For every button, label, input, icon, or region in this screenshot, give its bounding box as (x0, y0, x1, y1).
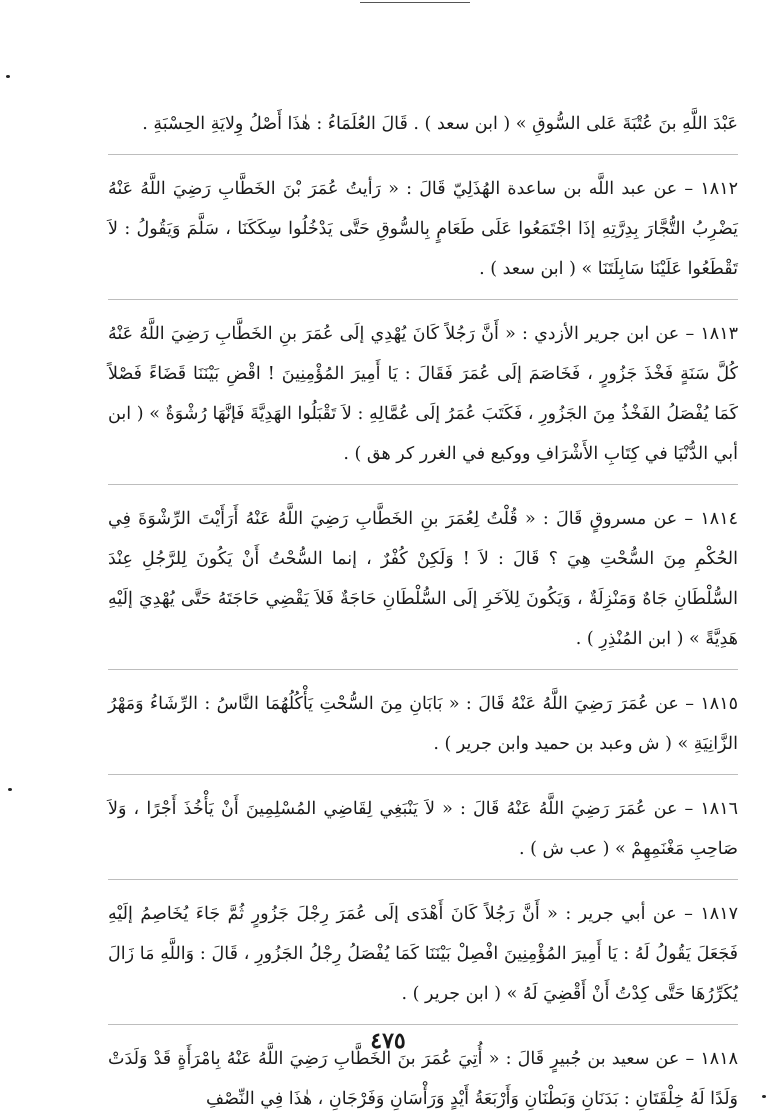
hadith-1814: ١٨١٤ – عن مسروقٍ قَالَ : « قُلْتُ لِعُمَرَ بنِ الخَطَّابِ رَضِيَ اللَّهُ عَنْهُ أَرَأَيْتَ الرِّشْوَةَ فِي الحُكْمِ مِنَ السُّحْتِ هِيَ ؟ قَالَ : لاَ ! وَلَكِنْ كُفْرٌ ، إنما السُّحْتُ أَنْ يَكُونَ لِلرَّجُلِ عِنْدَ السُّلْطَانِ جَاهٌ وَمَنْزِلَةٌ ، وَيَكُونَ لِلآخَرِ إلَى السُّلْطَانِ حَاجَةٌ فَلاَ يَقْضِي حَاجَتَهُ حَتَّى يُهْدِيَ إلَيْهِ هَدِيَّةً » ( ابن المُنْذِرِ ) . (108, 499, 738, 670)
hadith-1817: ١٨١٧ – عن أبي جرير : « أَنَّ رَجُلاً كَانَ أَهْدَى إلَى عُمَرَ رِجْلَ جَزُورٍ ثُمَّ جَاءَ يُخَاصِمُ إلَيْهِ فَجَعَلَ يَقُولُ لَهُ : يَا أَمِيرَ المُؤْمِنِينَ افْصِلْ بَيْنَنَا كَمَا يُفْصَلُ رِجْلُ الجَزُورِ ، قَالَ : وَاللَّهِ مَا زَالَ يُكَرِّرُهَا حَتَّى كِدْتُ أَنْ أَقْضِيَ لَهُ » ( ابن جرير ) . (108, 894, 738, 1025)
hadith-1813: ١٨١٣ – عن ابن جرير الأزدي : « أَنَّ رَجُلاً كَانَ يُهْدِي إلَى عُمَرَ بنِ الخَطَّابِ رَضِيَ اللَّهُ عَنْهُ كُلَّ سَنَةٍ فَخْذَ جَزُورٍ ، فَخَاصَمَ إلَى عُمَرَ فَقَالَ : يَا أَمِيرَ المُؤْمِنِينَ ! اقْضِ بَيْنَنَا قَضَاءً فَصْلاً كَمَا يُفْصَلُ الفَخْذُ مِنَ الجَزُورِ ، فَكَتَبَ عُمَرُ إلَى عُمَّالِهِ : لاَ تَقْبَلُوا الهَدِيَّةَ فَإنَّهَا رُشْوَةٌ » ( ابن أبي الدُّنْيَا في كِتَابِ الأَشْرَافِ ووكيع في الغرر كر هق ) . (108, 314, 738, 485)
scan-speck (8, 788, 12, 791)
scan-speck (6, 75, 10, 78)
paragraph-intro: عَبْدَ اللَّهِ بنَ عُتْبَةَ عَلى السُّوقِ » ( ابن سعد ) . قَالَ العُلَمَاءُ : هٰذَا أَصْلُ وِلايَةِ الحِسْبَةِ . (108, 104, 738, 155)
hadith-1815: ١٨١٥ – عن عُمَرَ رَضِيَ اللَّهُ عَنْهُ قَالَ : « بَابَانِ مِنَ السُّحْتِ يَأْكُلُهُمَا النَّاسُ : الرِّشَاءُ وَمَهْرُ الزَّانِيَةِ » ( ش وعبد بن حميد وابن جرير ) . (108, 684, 738, 775)
hadith-1812: ١٨١٢ – عن عبد اللَّه بن ساعدة الهُذَلِيّ قَالَ : « رَأيتُ عُمَرَ بْنَ الخَطَّابِ رَضِيَ اللَّهُ عَنْهُ يَضْرِبُ التُّجَّارَ بِدِرَّتِهِ إذَا اجْتَمَعُوا عَلَى طَعَامٍ بِالسُّوقِ حَتَّى يَدْخُلُوا سِكَكَنَا ، سَلَّمَ وَيَقُولُ : لاَ تَقْطَعُوا عَلَيْنَا سَابِلَتَنَا » ( ابن سعد ) . (108, 169, 738, 300)
scan-speck (762, 1095, 766, 1098)
top-rule (360, 2, 470, 3)
document-page (108, 104, 738, 1119)
hadith-1818: ١٨١٨ – عن سعيد بن جُبيرٍ قَالَ : « أُتِيَ عُمَرَ بنَ الخَطَّابِ رَضِيَ اللَّهُ عَنْهُ بِامْرَأَةٍ قَدْ وَلَدَتْ وَلَدًا لَهُ خِلْقَتَانِ : بَدَنَانِ وَبَطْنَانِ وَأَرْبَعَةُ أَيْدٍ وَرَأْسَانِ وَفَرْجَانِ ، هٰذَا فِي النِّصْفِ (108, 1049, 738, 1109)
hadith-1816: ١٨١٦ – عن عُمَرَ رَضِيَ اللَّهُ عَنْهُ قَالَ : « لاَ يَنْبَغِي لِقَاضِي المُسْلِمِينَ أَنْ يَأْخُذَ أَجْرًا ، وَلاَ صَاحِبِ مَغْنَمِهِمْ » ( عب ش ) . (108, 789, 738, 880)
page-number: ٤٧٥ (370, 1028, 406, 1054)
